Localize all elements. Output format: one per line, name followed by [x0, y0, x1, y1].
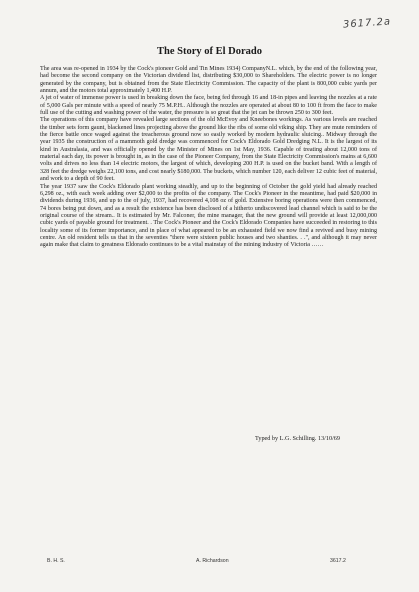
paragraph-2: A jet of water of immense power is used in breaking down the face, being fed through 16 and 18-in pipes and leaving the nozzles at a rate of 5,000 Gals per minute with a speed of nearly 75 M.P.H.. Although the nozzles are operated at about 80 to 100 ft from the face to make full use of the cutting and washing power of the water, the pressure is so great that the jet can be thrown 250 to 300 feet.	[40, 95, 377, 117]
paragraph-4: The year 1937 saw the Cock's Eldorado plant working steadily, and up to the beginning of October the gold yield had already reached 6,298 oz., with each week adding over $2,000 to the profits of the company. The Cock's Pioneer in the meantime, had paid $20,000 in dividends during 1936, and up to the of july, 1937, had recovered 4,108 oz of gold. Extensive boring operations were then commenced, 74 bores being put down, and as a result the existence has been disclosed of a hitherto undiscovered lead channel which is said to be the original course of the stream.. It is estimated by Mr. Falconer, the mine manager, that the new ground will provide at least 12,000,000 cubic yards of payable ground for treatment. . The Cock's Pioneer and the Cock's Eldorado Companies have succeeded in restoring to this locality some of its former importance, and in place of what appeared to be an exhausted field we now find a revived and busy mining centre. An old resident tells us that in the seventies "there were sixteen public houses and two shanties. . .", and although it may never again make that claim to greatness Eldorado continues to be a vital mainstay of the mining industry of Victoria ……	[40, 183, 377, 249]
handwritten-catalog-note: 3617.2a	[342, 16, 392, 31]
footer-author: A. Richardson	[196, 558, 229, 564]
paragraph-1: The area was re-opened in 1934 by the Cock's pioneer Gold and Tin Mines 1934) CompanyN.L. which, by the end of the following year, had become the second company on the Victorian dividend list, distributing $30,000 to Shareholders. The electric power is no longer generated by the company, but is obtained from the State Electricity Commission. The capacity of the plant is 800,000 cubic yards per annum, and the motors total approximately 1,400 H.P.	[40, 66, 377, 95]
footer-left: B. H. S.	[47, 558, 65, 564]
document-body	[40, 66, 377, 250]
page-title: The Story of El Dorado	[157, 46, 262, 57]
typed-by-line: Typed by L.G. Schilling. 13/10/69	[255, 435, 340, 442]
paragraph-3: The operations of this company have revealed large sections of the old McEvoy and Kneebones workings. As various levels are reached the timber sets form gaunt, blackened lines projecting above the ground like the ribs of some old viking ship. They are mute reminders of the fierce battle once waged against the treacherous ground now so easily worked by modern hydraulic sluicing.. Midway through the year 1935 the construction of a mammoth gold dredge was commenced for Cock's Eldorado Gold Dredging N.L. It is the largest of its kind in Australasia, and was officially opened by the Minister of Mines on 1st May, 1936. Capable of treating about 12,000 tons of material each day, its power is brought in, as in the case of the Pioneer Company, from the State Electricity Commission's mains at 6,600 volts and drives no less than 14 electric motors, the largest of which, developing 200 H.P. is used on the bucket band. With a length of 328 feet the dredge weighs 22,100 tons, and cost nearly $180,000. The buckets, which number 120, each deliver 12 cubic feet of material, and work to a depth of 90 feet.	[40, 117, 377, 183]
footer-catalog-number: 3617.2	[330, 558, 346, 564]
